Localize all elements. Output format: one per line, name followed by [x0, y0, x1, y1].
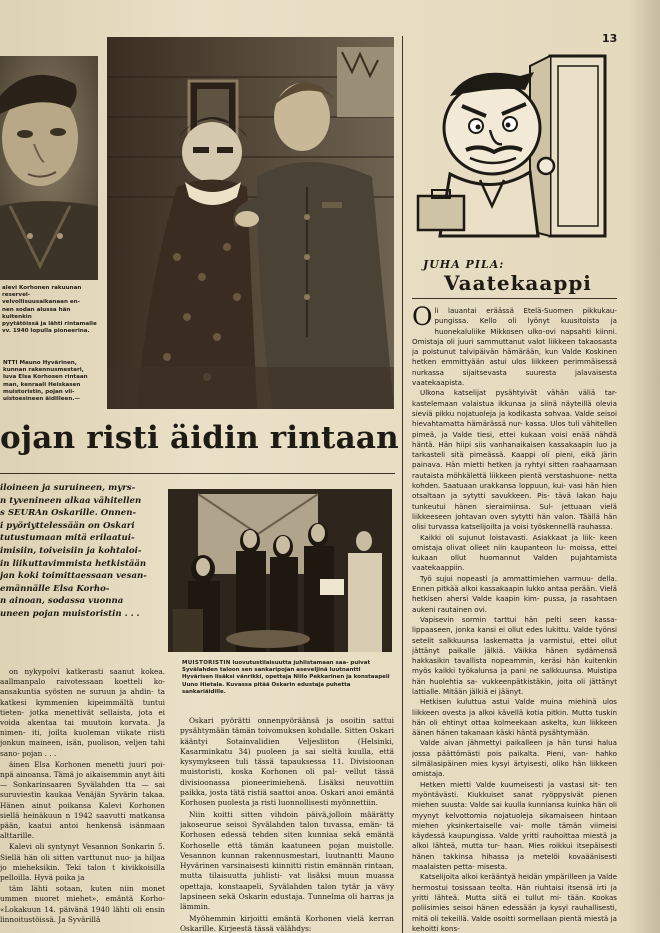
intro-line: in liikuttavimmista hetkistään	[0, 558, 147, 569]
intro-line: n tyvenineen alkaa vähitellen	[0, 495, 142, 506]
intro-line: tutustumaan mitä erilaatui-	[0, 533, 135, 544]
story-cartoon	[410, 46, 615, 246]
story-byline: JUHA PILA:	[423, 258, 505, 271]
article-intro	[0, 482, 165, 621]
medal-ceremony-photo	[107, 37, 394, 409]
intro-line: s SEURAn Oskarille. Onnen-	[0, 508, 137, 519]
intro-line: uneen pojan muistoristin . . .	[0, 608, 140, 619]
story-paragraph: Hetkisen kuluttua astui Valde muina miehinä ulos liikkeen ovesta ja alkoi kävellä kotia pitkin. Mutta tuskin hän oli ehtinyt ottaa kolmeekaan askelta, kun liikkeen äänen hänen takanaan käski häntä pysähtymään.	[412, 697, 617, 738]
title-rule	[412, 298, 617, 299]
group-photo-caption	[182, 660, 392, 696]
body-paragraph: äinen Elsa Korhonen menetti juuri poi- npä ainoansa. Tämä jo aikaisemmin anyt äiti — Sonkarinsaaren Syvälahden tta — sai suruviestin kaukaa Venäjän Syvärin takaa. Hänen ainut poikansa Kalevi Korhonen siellä heinäkuun n 1942 saavutti matkansa pään, kaatui antoi henkensä isänmaan alttarille.	[0, 759, 165, 841]
body-paragraph: Oskari pyörätti onnenpyöräänsä ja osoitin sattui pysähtymään tämän toivomuksen kohdalle. Sitten Oskari kääntyi Sotainvalidien Veljesliiton (Helsinki, Kasarminkatu 34) puoleen ja sai sieltä kuulla, että kysymykseen tuli tässä tapauksessa 11. Divisioonan muistoristi, koska Korhonen oli pal- vellut tässä divisioonassa pioneerimiehenä. Lisäksi neuvottiin paikka, josta tätä ristiä saattoi anoa. Oskari anoi emäntä Korhosen puolesta ja risti luonnollisesti myönnettiin.	[180, 716, 394, 808]
intro-line: i pyöriyttelessään on Oskari	[0, 520, 135, 531]
intro-line: n ainoan, sodassa vuonna	[0, 596, 124, 607]
ceremony-group-photo	[168, 489, 392, 652]
article-headline: ojan risti äidin rintaan	[0, 420, 399, 456]
center-photo-caption: NTTI Mauno Hyvärinen, kunnan rakennusmestari, luva Elsa Korhosen rintaan man, kenraali Heiskasen muistoristin, pojan vii- uistoesineen äidilleen.—	[3, 360, 88, 403]
intro-line: emännälle Elsa Korho-	[0, 583, 110, 594]
left-body-column	[0, 667, 165, 933]
story-paragraph: Hetken mietti Valde kuumeisesti ja vastasi sit- ten myöntävästi. Kiukkuiset sanat ryöppysivät pienen miehen suusta: Valde sai kuulla kunniansa kuinka hän oli myynyt kelvottomia nojatuoleja sikamaiseen hintaan miehen yksinkertaiselle vai- molle tämän viimeisi käydessä kaupungissa. Valde yritti rauhoittaa miestä ja alkoi lähteä, mutta tur- haan. Mies roikkui itsepäisesti hänen takkinsa hihassa ja metelöi kovaäänisesti maalaisten petta- misesta.	[412, 779, 617, 872]
body-paragraph: on nykypolvi katkerasti saanut kokea. aallmanpalo raivotessaan koetteli ko-ansakuntia syösten ne suruun ja ahdin- ta katkesi kymmenien kipeimmältä tuntui tieten- jotka menettivät sellaista, jota ei voida akentaa tai muutoin korvata. Ja nimen- iti, joilta kuoleman viikate riisti jonkun maineen, isän, puolison, veljen tahi sano- pojan . . .	[0, 667, 165, 758]
story-paragraph: Kaikki oli sujunut loistavasti. Asiakkaat ja liik- keen omistaja olivat olleet niin kaupanteon lu- moissa, ettei kukaan ollut huomannut Valden pujahtamista vaatekaappiin.	[412, 532, 617, 573]
story-paragraph: Valde aivan jähmettyi paikalleen ja hän tunsi halua jossa päättömästi pois paikalta. Pieni, van- hahko silmälasipäinen mies kysyi ärtyisesti, oliko hän liikkeen omistaja.	[412, 738, 617, 779]
portrait-caption: alevi Korhonen rakuunan reservel- velvollisuusaikanaan en- nen sodan alussa hän kuitenkin pyytätöissä ja lähti rintamalle vv. 1940 lopulla pioneerina.	[2, 285, 97, 335]
story-paragraph: Ulkona katselijat pysähtyivät vähän väliä tar- kastelemaan valaistua ikkunaa ja siinä näyteillä olevia sieviä pikku nojatuoleja ja kodikasta sohvaa. Valde seisoi hievahtamatta hämärässä nur- kassa. Ulos tuli vähitellen pimeä, ja Valde tiesi, ettei kukaan voisi enää nähdä häntä. Hän hiipi siis vanhanaikaisen kassakaapin luo ja tarkasteli sitä pimeässä. Kaappi oli pieni, eikä järin painava. Hän mietti hetken ja ryhtyi sitten raahaamaan rautaista möhkälettä liikkeen pientä verstashuone- netta kohden. Saatuaan urakkansa loppuun, kui- vasi hän hien otsaltaan ja sytytti savukkeen. Pis- tävä lakan haju tunkeutui hänen sieraimiinsa. Sul- jettuaan vielä liikkeeseen johtavan oven sytytti hän valon. Täällä hän olisi turvassa katselijoilta ja voisi työskennellä rauhassa.	[412, 388, 617, 532]
story-title: Vaatekaappi	[444, 271, 592, 295]
drop-cap: O	[412, 306, 433, 331]
story-paragraph: Vapisevin sormin tarttui hän pelti seen kassa- lippaaseen, jonka kansi ei ollut edes lukittu. Valde työnsi setelit salkkuunsa laskematta ja varmistui, ettei ollut jättänyt paikalle jälkiä. Väikka hänen sydämensä hakkasikin tavallista nopeammin, keräsi hän kuitenkin myös kaikki työkalunsa ja pani ne salkkuunsa. Muistipa hän huolehtia sa- vukkeenpätkistäkin, joita oli jättänyt lattialle. Mitään jälkiä ei jäänyt.	[412, 614, 617, 696]
middle-body-column	[180, 716, 394, 933]
story-text-column	[412, 306, 617, 933]
page-number: 13	[602, 32, 618, 45]
body-paragraph: Kalevi oli syntynyt Vesannon Sonkarin 5. Siellä hän oli sitten varttunut nuo- ja hiljaa jo mieheksikin. Teki talon t kivikkoisilla pelloilla. Hyvä poika ja	[0, 842, 165, 883]
body-paragraph: täm lähti sotaan, kuten niin monet ummen nuoret miehet», emäntä Korho- «Lokakuun 14. päivänä 1940 lähti oli ensin linnoitustöissä. Ja Syvärillä	[0, 884, 165, 924]
soldier-portrait-photo	[0, 56, 98, 280]
story-paragraph: Työ sujui nopeasti ja ammattimiehen varmuu- della. Ennen pitkää alkoi kassakaapin lukko antaa perään. Vielä hetkisen ahersi Valde kaapin kim- pussa, ja rasahtaen aukeni rautainen ovi.	[412, 573, 617, 614]
story-paragraph	[412, 306, 617, 388]
body-paragraph: Myöhemmin kirjoitti emäntä Korhonen vielä kerran Oskarille. Kirjeestä tässä välähdys:	[180, 913, 394, 933]
page-edge	[628, 0, 660, 933]
intro-line: jan koki toimittaessaan vesan-	[0, 571, 147, 582]
intro-line: imisiin, toiveisiin ja kohtaloi-	[0, 545, 142, 556]
body-paragraph: Niin koitti sitten vihdoin päivä,jolloin määrätty jakoseurue seisoi Syvälahden talon tuvassa, emän- tä Korhosen edessä tehden siten kunniaa sekä emäntä Korhoselle että tämän kaatuneen pojan muistolle. Vesannon kunnan rakennusmestari, luutnantti Mauno Hyvärinen varsinaisesti kiinnitti ristin emännän rintaan, mutta tilaisuutta juhlisti- vat lisäksi muun muassa opettaja, konstaapeli, Syvälahden talon tytär ja vävy lapsineen sekä Oskarin edustaja. Tunnelma oli harras ja lämmin.	[180, 809, 394, 912]
headline-rule	[0, 473, 395, 474]
story-paragraph-text: li lauantai eräässä Etelä-Suomen pikkukau- pungissa. Kello oli lyönyt kuusitoista ja huonekaluliike Mikkosen ulko-ovi napsahti kiinni. Omistaja oli juuri sammuttanut valot liikkeen takaosasta ja poistunut talvipäivän hämärään, kun Valde Koskinen hetken emmittyään astui ulos liikkeen perimmäisessä nurkassa sijaitsevasta suuresta jalavaisesta vaatekaapista.	[412, 306, 617, 388]
caption-text: luovutustilaisuutta juhlistamaan saa- puivat Syvälahden taloon sen sankaripojan aseveljinä luutnantti Hyvärisen lisäksi vänrikki, opettaja Niilo Pekkarinen ja konstaapeli Uuno Hietala. Kuvassa pitää Oskarin edustaja puhetta sankariäidille.	[182, 660, 390, 695]
story-paragraph: Katselijoita alkoi kerääntyä heidän ympärilleen ja Valde hermostui tosissaan teolta. Hän riuhtaisi itsensä irti ja yritti lähteä. Mutta siitä ei tullut mi- tään. Kookas poliisimies seisoi hänen edessään ja kysyi rauhallisesti, mitä oli tekeillä. Valde osoitti sormellaan pientä miestä ja kehoitti kons-	[412, 872, 617, 933]
intro-line: iloineen ja suruineen, myrs-	[0, 483, 136, 493]
column-divider	[402, 36, 403, 933]
caption-lead: MUISTORISTIN	[182, 660, 231, 666]
